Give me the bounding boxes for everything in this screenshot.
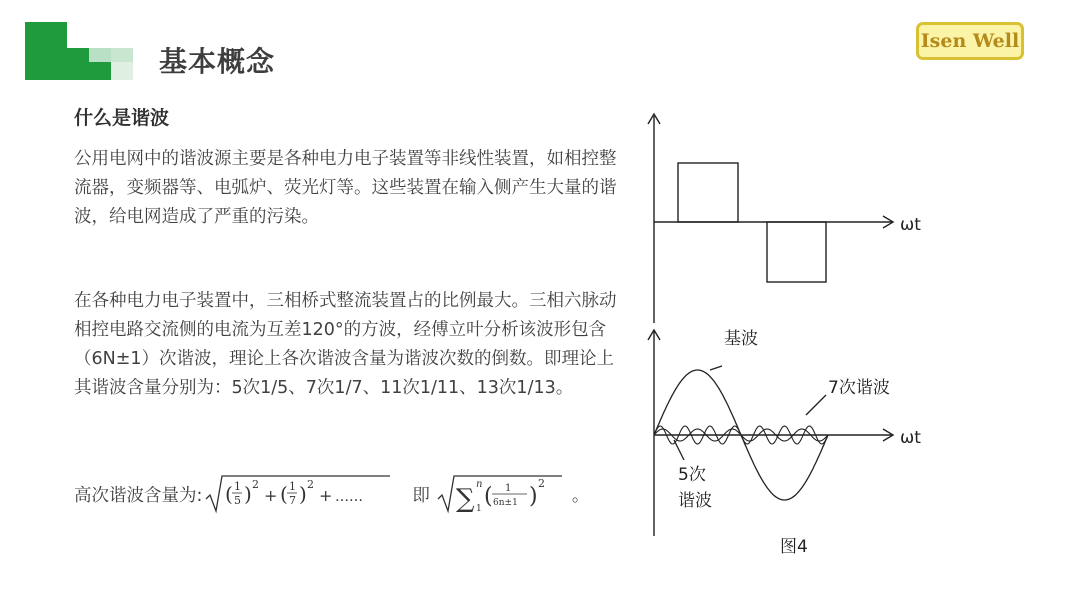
seventh-pointer bbox=[806, 395, 826, 415]
square-wave-negative-pulse bbox=[767, 222, 826, 282]
page-title: 基本概念 bbox=[159, 45, 276, 78]
fifth-pointer bbox=[674, 440, 684, 460]
svg-text:(: ( bbox=[225, 482, 234, 506]
bottom-axis-label: ωt bbox=[900, 428, 921, 448]
term1-exponent: 2 bbox=[252, 478, 260, 491]
fundamental-pointer bbox=[710, 366, 722, 370]
paragraph-rectifier-harmonics: 在各种电力电子装置中，三相桥式整流装置占的比例最大。三相六脉动相控电路交流侧的电流为互差120°的方波，经傅立叶分析该波形包含（6N±1）次谐波，理论上各次谐波含量为谐波次数的倒数。即理论上其谐波含量分别为：5次1/5、7次1/7、11次1/11、13次1/13。 bbox=[74, 291, 617, 398]
brand-logo-text: Isen Well bbox=[920, 30, 1020, 52]
formula-expression-sum bbox=[202, 473, 392, 515]
fifth-harmonic-label-line1: 5次 bbox=[678, 465, 706, 485]
ellipsis: …… bbox=[335, 489, 364, 505]
formula-label: 高次谐波含量为: bbox=[74, 485, 203, 506]
term2-denominator: 7 bbox=[289, 494, 297, 507]
square-wave-positive-pulse bbox=[678, 163, 738, 222]
section-heading: 什么是谐波 bbox=[74, 107, 170, 129]
figure-caption: 图4 bbox=[780, 537, 808, 557]
term2-numerator: 1 bbox=[289, 480, 297, 493]
svg-text:(: ( bbox=[280, 482, 289, 506]
svg-text:(: ( bbox=[483, 484, 493, 509]
formula-expression-summation bbox=[434, 473, 566, 515]
term1-denominator: 5 bbox=[234, 494, 242, 507]
svg-text:): ) bbox=[244, 482, 253, 506]
brand-logo bbox=[916, 22, 1024, 60]
plus-sign-2: + bbox=[319, 486, 333, 505]
svg-text:): ) bbox=[299, 482, 308, 506]
sum-upper-limit: n bbox=[475, 479, 483, 490]
paragraph-harmonic-sources: 公用电网中的谐波源主要是各种电力电子装置等非线性装置，如相控整流器，变频器等、电弧炉、荧光灯等。这些装置在输入侧产生大量的谐波，给电网造成了严重的污染。 bbox=[74, 149, 617, 227]
summand-exponent: 2 bbox=[537, 477, 545, 490]
formula-connector: 即 bbox=[412, 485, 430, 506]
summand-denominator: 6n±1 bbox=[492, 498, 518, 508]
fundamental-label: 基波 bbox=[724, 329, 758, 349]
top-axis-label: ωt bbox=[900, 215, 921, 235]
fifth-harmonic-label-line2: 谐波 bbox=[678, 491, 712, 511]
plus-sign-1: + bbox=[264, 486, 278, 505]
term2-exponent: 2 bbox=[307, 478, 315, 491]
term1-numerator: 1 bbox=[234, 480, 242, 493]
sum-lower-limit: 1 bbox=[475, 504, 482, 514]
svg-text:): ) bbox=[528, 484, 538, 509]
logo-squares bbox=[0, 0, 150, 85]
seventh-harmonic-label: 7次谐波 bbox=[828, 378, 890, 398]
harmonic-waveform-figure bbox=[630, 108, 930, 563]
harmonic-content-formula bbox=[74, 473, 589, 515]
svg-text:∑: ∑ bbox=[455, 484, 475, 514]
formula-end: 。 bbox=[571, 485, 590, 506]
summand-numerator: 1 bbox=[504, 483, 512, 494]
